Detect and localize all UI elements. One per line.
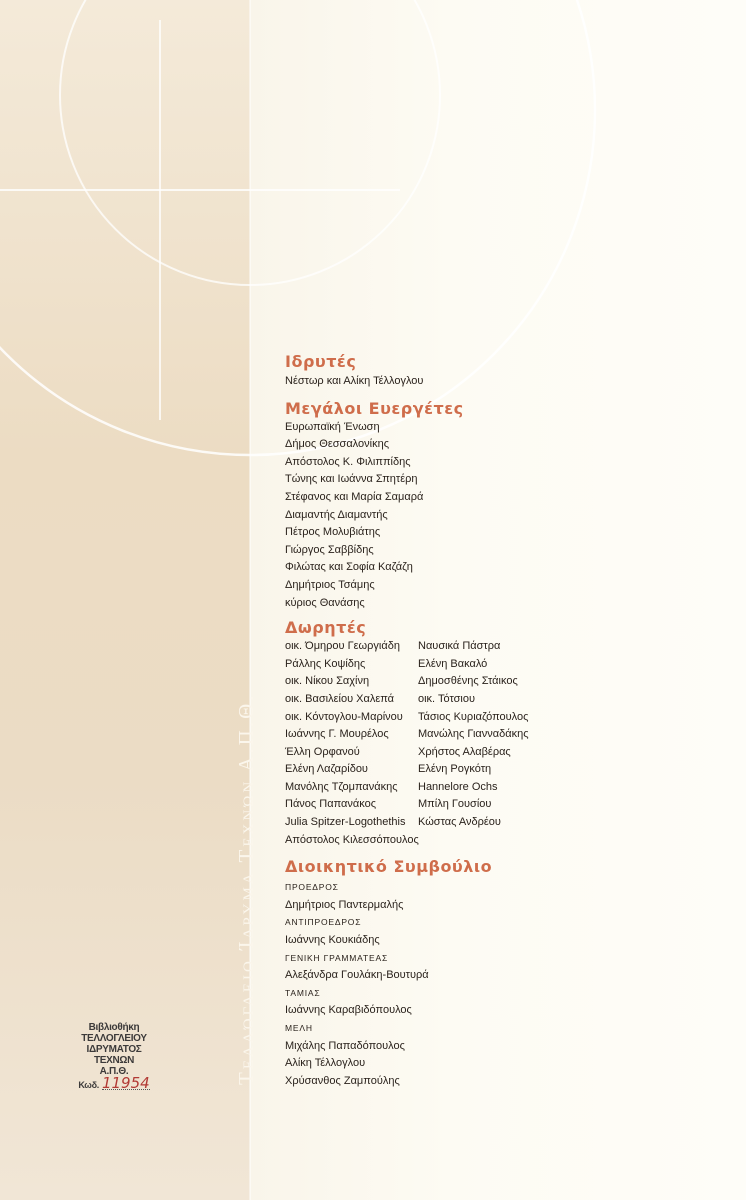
secretary-role-label: ΓΕΝΙΚΗ ΓΡΑΜΜΑΤΕΑΣ: [285, 952, 388, 963]
members-role-label: ΜΕΛΗ: [285, 1023, 313, 1033]
name-entry: οικ. Όμηρου Γεωργιάδη: [285, 640, 400, 653]
name-entry: Μανώλης Γιανναδάκης: [418, 728, 529, 741]
name-entry: Κώστας Ανδρέου: [418, 816, 501, 829]
stamp-line: ΤΕΛΛΟΓΛΕΙΟΥ: [81, 1033, 147, 1044]
name-entry: Ναυσικά Πάστρα: [418, 640, 501, 653]
stamp-line: ΙΔΡΥΜΑΤΟΣ: [86, 1044, 142, 1055]
name-entry: Julia Spitzer-Logothethis: [285, 816, 406, 829]
donors-column-1: [285, 638, 418, 849]
board-members-list: [285, 1038, 725, 1091]
name-entry: Πάνος Παπανάκος: [285, 798, 377, 811]
donors-section: [285, 618, 725, 849]
benefactors-section: [285, 399, 725, 613]
name-entry: Ελένη Βακαλό: [418, 657, 488, 670]
name-entry: Μιχάλης Παπαδόπουλος: [285, 1039, 405, 1052]
founders-section: [285, 352, 725, 391]
stamp-handwritten-number: 11954: [101, 1074, 150, 1092]
secretary-name: Αλεξάνδρα Γουλάκη-Βουτυρά: [285, 969, 429, 982]
name-entry: Χρύσανθος Ζαμπούλης: [285, 1074, 400, 1087]
stamp-number-prefix: Κωδ.: [78, 1080, 99, 1090]
vertical-institution-title: Τελλόγλειο Ίδρυμα Τεχνών Α.Π.Θ.: [234, 692, 258, 1085]
stamp-line: Βιβλιοθήκη: [88, 1022, 140, 1033]
name-entry: Hannelore Ochs: [418, 780, 498, 793]
name-entry: Πέτρος Μολυβιάτης: [285, 526, 381, 539]
name-entry: οικ. Κόντογλου-Μαρίνου: [285, 710, 403, 723]
name-entry: Ράλλης Κοψίδης: [285, 657, 366, 670]
donors-columns: [285, 638, 725, 849]
credits-content: [285, 352, 725, 1090]
name-entry: Διαμαντής Διαμαντής: [285, 508, 388, 521]
vice-president-name: Ιωάννης Κουκιάδης: [285, 934, 380, 947]
stamp-line: ΤΕΧΝΩΝ: [93, 1055, 135, 1066]
name-entry: οικ. Βασιλείου Χαλεπά: [285, 692, 395, 705]
name-entry: Ιωάννης Γ. Μουρέλος: [285, 728, 389, 741]
name-entry: Δήμος Θεσσαλονίκης: [285, 438, 389, 451]
board-section: [285, 857, 725, 1090]
name-entry: Φιλώτας και Σοφία Καζάζη: [285, 561, 413, 574]
founders-heading: Ιδρυτές: [285, 352, 357, 371]
president-name: Δημήτριος Παντερμαλής: [285, 898, 404, 911]
president-role-label: ΠΡΟΕΔΡΟΣ: [285, 882, 339, 893]
name-entry: Στέφανος και Μαρία Σαμαρά: [285, 490, 424, 503]
name-entry: Ευρωπαϊκή Ένωση: [285, 420, 380, 433]
name-entry: κύριος Θανάσης: [285, 596, 365, 609]
benefactors-heading: Μεγάλοι Ευεργέτες: [285, 398, 464, 418]
name-entry: Τώνης και Ιωάννα Σπητέρη: [285, 473, 418, 486]
benefactors-list: [285, 419, 725, 613]
treasurer-role-label: ΤΑΜΙΑΣ: [285, 987, 321, 998]
name-entry: Νέστωρ και Αλίκη Τέλλογλου: [285, 375, 424, 387]
stamp-number-row: [66, 1074, 162, 1092]
treasurer-name: Ιωάννης Καραβιδόπουλος: [285, 1004, 412, 1017]
vice-president-role-label: ΑΝΤΙΠΡΟΕΔΡΟΣ: [285, 917, 362, 928]
name-entry: οικ. Νίκου Σαχίνη: [285, 675, 370, 688]
name-entry: Έλλη Ορφανού: [285, 745, 360, 758]
name-entry: Γιώργος Σαββίδης: [285, 543, 374, 556]
name-entry: Απόστολος Κ. Φιλιππίδης: [285, 455, 411, 468]
name-entry: Δημήτριος Τσάμης: [285, 578, 375, 591]
name-entry: Μανόλης Τζομπανάκης: [285, 780, 398, 793]
library-stamp: [66, 1022, 162, 1091]
name-entry: οικ. Τότσιου: [418, 692, 476, 705]
name-entry: Ελένη Λαζαρίδου: [285, 763, 368, 776]
name-entry: Αλίκη Τέλλογλου: [285, 1057, 366, 1070]
donors-heading: Δωρητές: [285, 618, 367, 638]
founders-list: [285, 373, 725, 391]
stamp-line: Α.Π.Θ.: [99, 1066, 129, 1077]
name-entry: Ελένη Ρογκότη: [418, 763, 492, 776]
donors-column-2: [418, 638, 618, 849]
name-entry: Απόστολος Κιλεσσόπουλος: [285, 833, 419, 846]
name-entry: Τάσιος Κυριαζόπουλος: [418, 710, 529, 723]
name-entry: Χρήστος Αλαβέρας: [418, 745, 511, 758]
board-heading: Διοικητικό Συμβούλιο: [285, 857, 493, 877]
name-entry: Δημοσθένης Στάικος: [418, 675, 518, 688]
name-entry: Μπίλη Γουσίου: [418, 798, 492, 811]
